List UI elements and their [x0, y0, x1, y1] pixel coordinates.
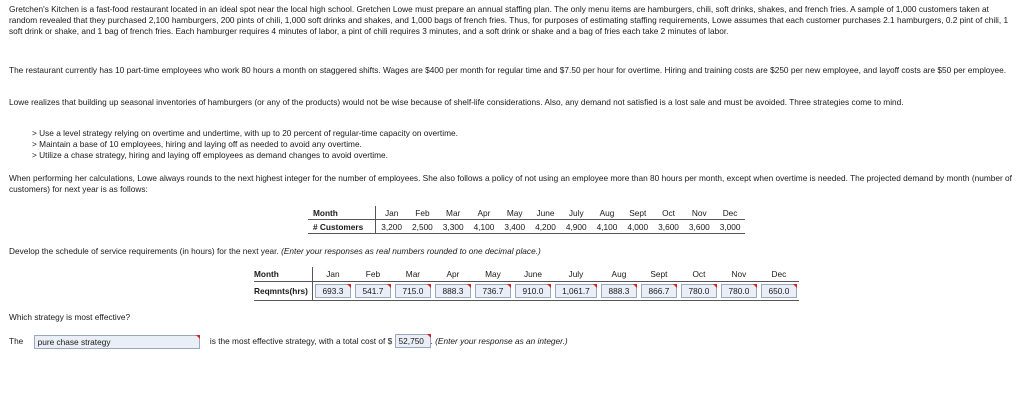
demand-month: Aug [592, 206, 623, 220]
demand-customers: 3,400 [499, 220, 530, 234]
total-cost-input[interactable]: 52,750 [395, 334, 431, 348]
req-input-july[interactable]: 1,061.7 [555, 284, 597, 298]
req-month: May [473, 267, 513, 282]
strategy-item-base: > Maintain a base of 10 employees, hiring and laying off as needed to avoid any overtime. [32, 139, 458, 150]
demand-month: July [561, 206, 592, 220]
req-month: Sept [639, 267, 679, 282]
answer-hint: (Enter your response as an integer.) [435, 336, 568, 346]
demand-table [308, 206, 745, 234]
demand-month: Jan [376, 206, 407, 220]
req-month: Apr [433, 267, 473, 282]
demand-customers: 4,900 [561, 220, 592, 234]
demand-customers: 4,200 [530, 220, 561, 234]
instruction-line [9, 246, 1015, 257]
demand-month: Oct [653, 206, 684, 220]
req-input-apr[interactable]: 888.3 [435, 284, 471, 298]
demand-month: May [499, 206, 530, 220]
strategy-dropdown[interactable]: pure chase strategy [34, 335, 200, 349]
requirements-table [254, 267, 799, 301]
req-input-aug[interactable]: 888.3 [601, 284, 637, 298]
strategy-item-level: > Use a level strategy relying on overtime and undertime, with up to 20 percent of regular-time capacity on overtime. [32, 128, 458, 139]
req-input-sept[interactable]: 866.7 [641, 284, 677, 298]
req-values-row [254, 282, 799, 301]
req-input-june[interactable]: 910.0 [515, 284, 551, 298]
req-month: Oct [679, 267, 719, 282]
demand-month: Feb [407, 206, 438, 220]
answer-middle: is the most effective strategy, with a total cost of $ [209, 336, 393, 346]
answer-line [9, 334, 568, 349]
strategy-question: Which strategy is most effective? [9, 312, 131, 322]
req-month: June [513, 267, 553, 282]
req-values-label: Reqmnts(hrs) [254, 282, 312, 301]
req-input-mar[interactable]: 715.0 [395, 284, 431, 298]
req-month-label: Month [254, 267, 312, 282]
req-month: Mar [393, 267, 433, 282]
demand-customers-row [308, 220, 745, 234]
demand-customers: 4,100 [592, 220, 623, 234]
req-input-feb[interactable]: 541.7 [355, 284, 391, 298]
req-input-oct[interactable]: 780.0 [681, 284, 717, 298]
answer-prefix: The [9, 336, 24, 346]
demand-month-row [308, 206, 745, 220]
req-input-nov[interactable]: 780.0 [721, 284, 757, 298]
demand-month: Dec [715, 206, 746, 220]
demand-month: June [530, 206, 561, 220]
demand-month: Apr [469, 206, 500, 220]
strategy-item-chase: > Utilize a chase strategy, hiring and laying off employees as demand changes to avoid overtime. [32, 150, 458, 161]
req-input-may[interactable]: 736.7 [475, 284, 511, 298]
demand-customers: 3,600 [684, 220, 715, 234]
demand-month: Nov [684, 206, 715, 220]
req-month: July [553, 267, 599, 282]
demand-customers: 3,000 [715, 220, 746, 234]
strategy-list [32, 128, 458, 161]
demand-month-label: Month [308, 206, 376, 220]
req-month: Nov [719, 267, 759, 282]
instruction-hint: (Enter your responses as real numbers rounded to one decimal place.) [281, 246, 541, 256]
demand-customers: 3,200 [376, 220, 407, 234]
instruction-text: Develop the schedule of service requirements (in hours) for the next year. [9, 246, 279, 256]
demand-customers: 4,100 [469, 220, 500, 234]
req-month-row [254, 267, 799, 282]
demand-customers: 4,000 [622, 220, 653, 234]
req-month: Feb [353, 267, 393, 282]
calculation-paragraph: When performing her calculations, Lowe always rounds to the next highest integer for the number of employees. She also follows a policy of not using an employee more than 80 hours per month, except when overtime is needed. The projected demand by month (number of customers) for next year is as follows: [9, 173, 1012, 194]
answer-suffix: . [430, 336, 433, 346]
req-input-jan[interactable]: 693.3 [315, 284, 351, 298]
req-input-dec[interactable]: 650.0 [761, 284, 797, 298]
req-month: Aug [599, 267, 639, 282]
demand-customers-label: # Customers [308, 220, 376, 234]
demand-customers: 3,300 [438, 220, 469, 234]
req-month: Jan [312, 267, 353, 282]
intro-paragraph: Gretchen's Kitchen is a fast-food restaurant located in an ideal spot near the local high school. Gretchen Lowe must prepare an annual staffing plan. The only menu items are hamburgers, chili, soft drinks, shakes, and french fries. A sample of 1,000 customers taken at random revealed that they purchased 2,100 hamburgers, 200 pints of chili, 1,000 soft drinks and shakes, and 1,000 bags of french fries. Thus, for purposes of estimating staffing requirements, Lowe assumes that each customer purchases 2.1 hamburgers, 0.2 pint of chili, 1 soft drink or shake, and 1 bag of french fries. Each hamburger requires 4 minutes of labor, a pint of chili requires 3 minutes, and a soft drink or shake and a bag of fries each take 2 minutes of labor. [9, 4, 1009, 36]
staffing-paragraph: The restaurant currently has 10 part-time employees who work 80 hours a month on staggered shifts. Wages are $400 per month for regular time and $7.50 per hour for overtime. Hiring and training costs are $250 per new employee, and layoff costs are $50 per employee. [9, 65, 1007, 75]
demand-month: Sept [622, 206, 653, 220]
demand-month: Mar [438, 206, 469, 220]
demand-customers: 2,500 [407, 220, 438, 234]
demand-customers: 3,600 [653, 220, 684, 234]
req-month: Dec [759, 267, 799, 282]
inventory-paragraph: Lowe realizes that building up seasonal inventories of hamburgers (or any of the products) would not be wise because of shelf-life considerations. Also, any demand not satisfied is a lost sale and must be avoided. Three strategies come to mind. [9, 97, 904, 107]
